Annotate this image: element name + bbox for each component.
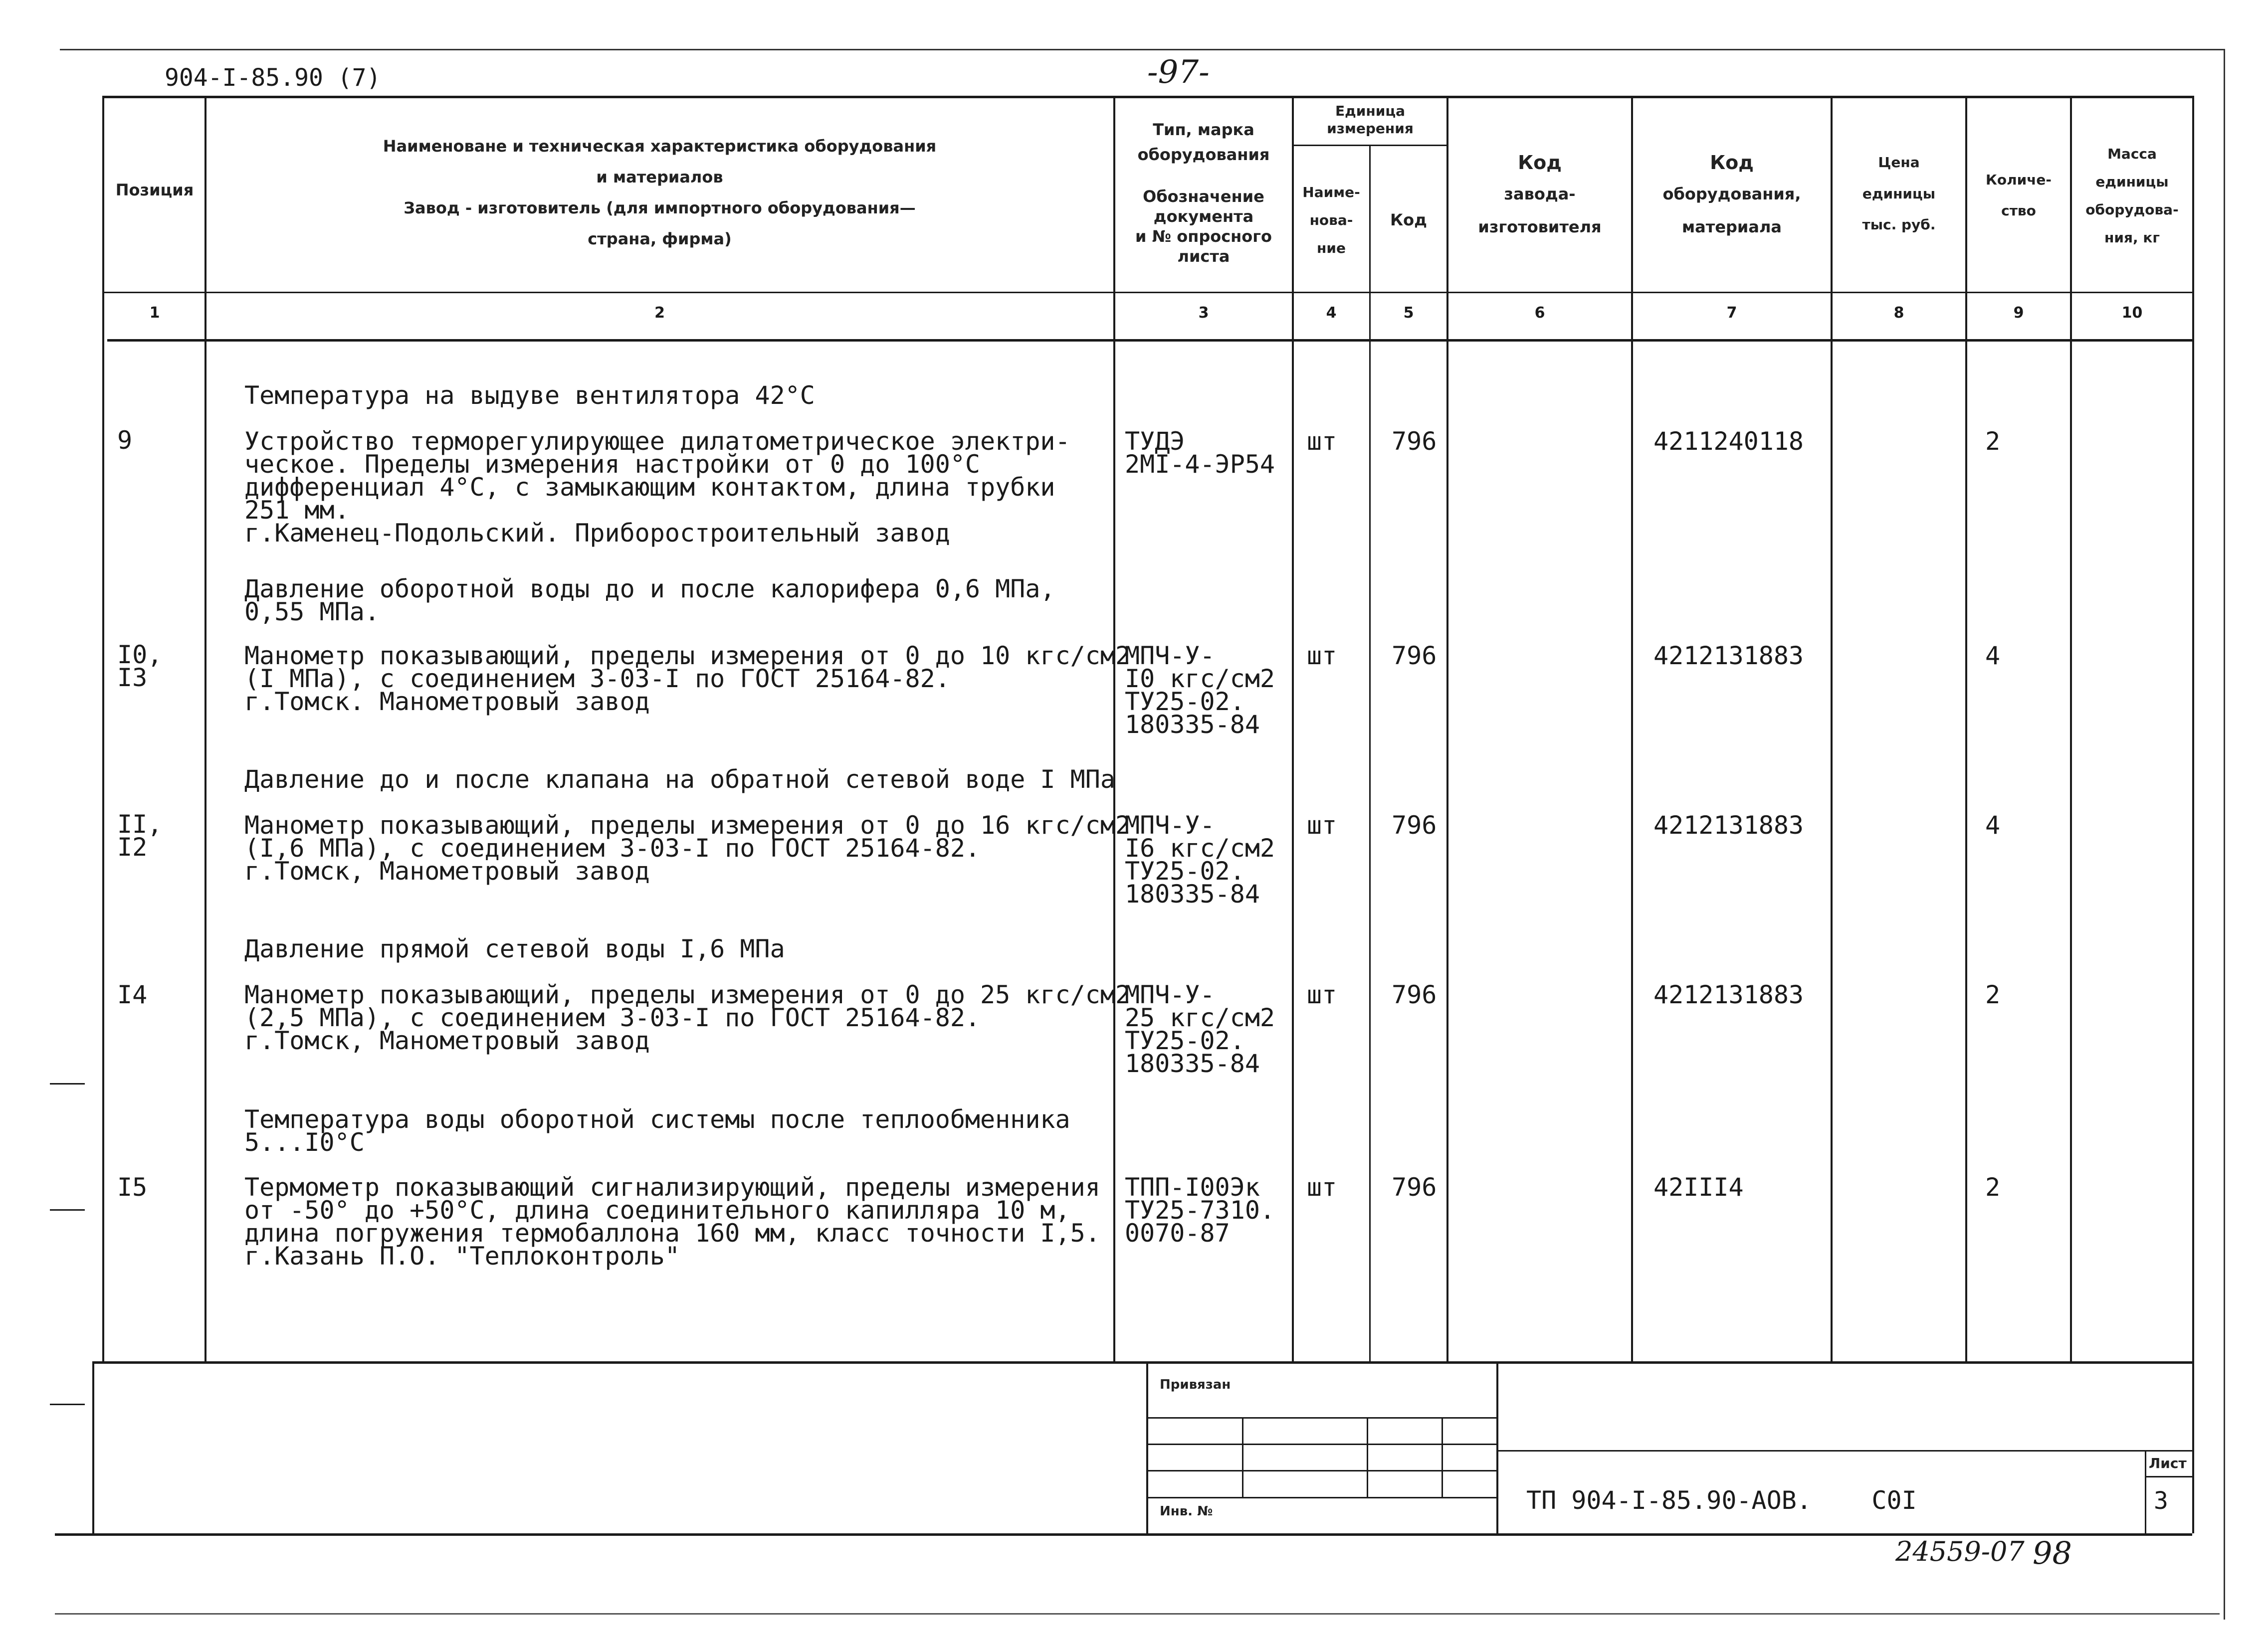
header-price-2: единицы	[1862, 185, 1936, 202]
column-number-7: 7	[1726, 304, 1737, 322]
row-position: I0, I3	[117, 640, 163, 692]
row-type: ТПП-I00Эк ТУ25-7310. 0070-87	[1125, 1173, 1275, 1248]
row-description: Манометр показывающий, пределы измерения от 0 до 25 кгс/см2 (2,5 МПа), с соединением 3-03-I по ГОСТ 25164-82. г.Томск, Манометровый завод	[244, 980, 1131, 1055]
header-name-2: и материалов	[596, 168, 723, 186]
header-material-code-2: оборудования,	[1662, 184, 1801, 203]
header-unit-code: Код	[1390, 210, 1427, 229]
header-unit-name-1: Наиме-	[1302, 184, 1360, 200]
archive-page: 98	[2033, 1535, 2072, 1571]
row-type: МПЧ-У- I0 кгс/см2 ТУ25-02. 180335-84	[1125, 641, 1275, 739]
header-mass-2: единицы	[2095, 174, 2169, 190]
section-heading: Давление до и после клапана на обратной сетевой воде I МПа	[244, 765, 1115, 794]
row-position: I4	[117, 980, 148, 1009]
row-description: Манометр показывающий, пределы измерения от 0 до 10 кгс/см2 (I МПа), с соединением 3-03-I по ГОСТ 25164-82. г.Томск. Манометровый завод	[244, 641, 1131, 716]
row-description: Термометр показывающий сигнализирующий, пределы измерения от -50° до +50°С, длина соединительного капилляра 10 м, длина погружения термобаллона 160 мм, класс точности I,5. г.Казань П.О. "Теплоконтроль"	[244, 1173, 1100, 1271]
section-heading: Температура на выдуве вентилятора 42°С	[244, 381, 815, 410]
header-material-code-1: Код	[1710, 152, 1754, 174]
row-material-code: 42III4	[1653, 1173, 1744, 1202]
row-position: II, I2	[117, 810, 163, 862]
header-mass-1: Масса	[2107, 146, 2157, 162]
column-number-1: 1	[149, 304, 160, 322]
header-quantity-1: Количе-	[1985, 172, 2052, 188]
section-heading: Давление оборотной воды до и после калорифера 0,6 МПа, 0,55 МПа.	[244, 574, 1055, 626]
row-unit-name: шт	[1307, 1173, 1337, 1202]
header-price-1: Цена	[1878, 154, 1920, 171]
column-number-2: 2	[654, 304, 665, 322]
row-quantity: 4	[1985, 811, 2001, 840]
header-name-1: Наименоване и техническая характеристика оборудования	[383, 137, 937, 156]
header-factory-code-3: изготовителя	[1478, 217, 1602, 236]
header-factory-code-2: завода-	[1504, 184, 1576, 203]
row-description: Манометр показывающий, пределы измерения от 0 до 16 кгс/см2 (I,6 МПа), с соединением 3-03-I по ГОСТ 25164-82. г.Томск, Манометровый завод	[244, 811, 1131, 886]
header-mass-4: ния, кг	[2104, 229, 2160, 246]
row-type: МПЧ-У- I6 кгс/см2 ТУ25-02. 180335-84	[1125, 811, 1275, 909]
section-heading: Давление прямой сетевой воды I,6 МПа	[244, 934, 785, 963]
row-position: I5	[117, 1173, 148, 1202]
row-material-code: 4212131883	[1653, 980, 1804, 1009]
header-position: Позиция	[115, 181, 194, 199]
row-material-code: 4211240118	[1653, 427, 1804, 456]
document-code: 904-I-85.90 (7)	[165, 64, 381, 92]
stamp-sheet-number: 3	[2154, 1487, 2168, 1515]
row-type: МПЧ-У- 25 кгс/см2 ТУ25-02. 180335-84	[1125, 980, 1275, 1078]
row-description: Устройство терморегулирующее дилатометрическое электри- ческое. Пределы измерения настройки от 0 до 100°С дифференциал 4°С, с замыкающим контактом, длина трубки 251 мм. г.Каменец-Подольский. Приборостроительный завод	[244, 427, 1070, 548]
header-name-3: Завод - изготовитель (для импортного оборудования—	[404, 198, 916, 217]
header-unit-group-2: измерения	[1327, 120, 1414, 137]
column-number-9: 9	[2013, 304, 2024, 322]
header-quantity-2: ство	[2001, 202, 2036, 219]
row-unit-code: 796	[1392, 641, 1437, 670]
header-price-3: тыс. руб.	[1862, 216, 1936, 233]
page-marker: -97-	[1147, 54, 1210, 91]
stamp-designation: ТП 904-I-85.90-АОВ. С0I	[1526, 1486, 1917, 1515]
column-number-4: 4	[1326, 304, 1337, 322]
row-unit-code: 796	[1392, 427, 1437, 456]
row-position: 9	[117, 426, 133, 455]
header-unit-name-3: ние	[1317, 240, 1346, 256]
header-name-4: страна, фирма)	[588, 229, 732, 248]
row-quantity: 2	[1985, 1173, 2001, 1202]
row-unit-name: шт	[1307, 641, 1337, 670]
row-unit-code: 796	[1392, 811, 1437, 840]
header-unit-group: Единица	[1335, 103, 1405, 119]
section-heading: Температура воды оборотной системы после теплообменника 5...I0°С	[244, 1105, 1070, 1157]
row-unit-code: 796	[1392, 1173, 1437, 1202]
stamp-sheet-label: Лист	[2149, 1455, 2187, 1471]
row-unit-name: шт	[1307, 811, 1337, 840]
header-factory-code-1: Код	[1518, 152, 1562, 174]
row-quantity: 2	[1985, 427, 2001, 456]
row-quantity: 2	[1985, 980, 2001, 1009]
row-unit-code: 796	[1392, 980, 1437, 1009]
column-number-3: 3	[1198, 304, 1209, 322]
row-type: ТУДЭ 2МI-4-ЭР54	[1125, 427, 1275, 479]
row-material-code: 4212131883	[1653, 641, 1804, 670]
row-unit-name: шт	[1307, 427, 1337, 456]
header-unit-name-2: нова-	[1309, 212, 1353, 228]
stamp-privyazan-label: Привязан	[1160, 1377, 1231, 1392]
row-material-code: 4212131883	[1653, 811, 1804, 840]
column-number-8: 8	[1893, 304, 1904, 322]
archive-number: 24559-07	[1895, 1536, 2025, 1567]
column-number-5: 5	[1403, 304, 1414, 322]
stamp-inventory-label: Инв. №	[1160, 1504, 1213, 1519]
row-unit-name: шт	[1307, 980, 1337, 1009]
column-number-10: 10	[2121, 304, 2143, 322]
column-number-6: 6	[1534, 304, 1545, 322]
header-material-code-3: материала	[1682, 217, 1782, 236]
row-quantity: 4	[1985, 641, 2001, 670]
header-mass-3: оборудова-	[2085, 201, 2179, 218]
